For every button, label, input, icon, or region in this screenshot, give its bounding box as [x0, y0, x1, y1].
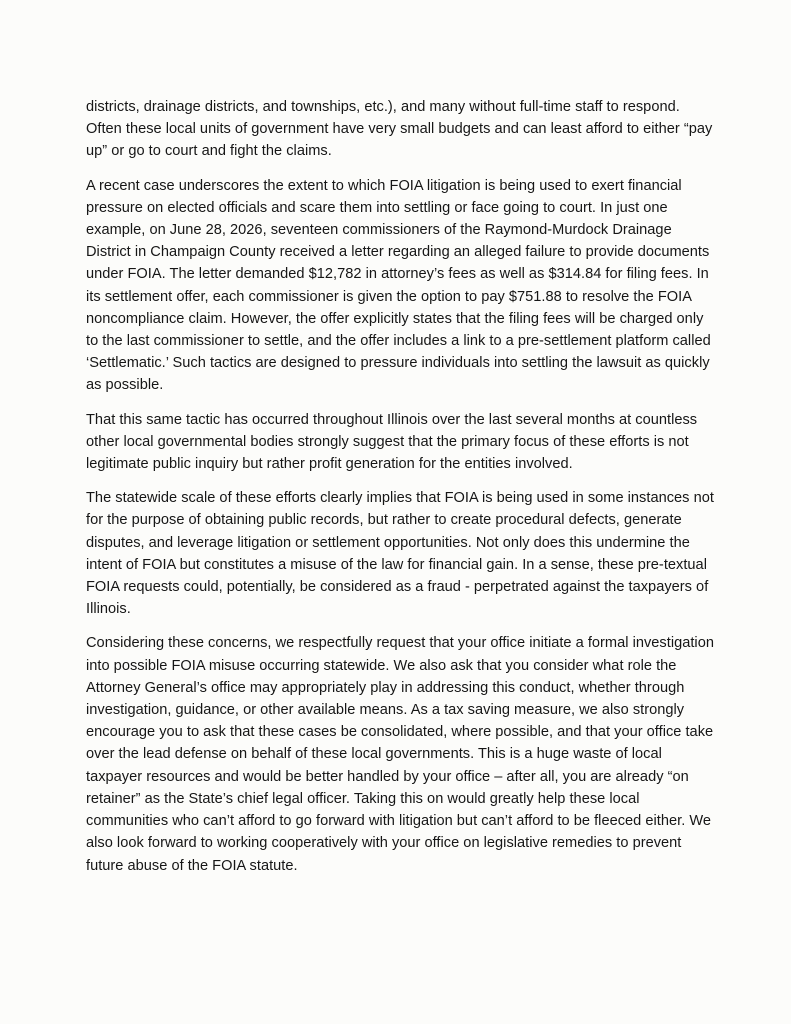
paragraph-request: Considering these concerns, we respectfully request that your office initiate a formal investigation into possible FOIA misuse occurring statewide. We also ask that you consider what role the Attorney General’s office may appropriately play in addressing this conduct, whether through investigation, guidance, or other available means. As a tax saving measure, we also strongly encourage you to ask that these cases be consolidated, where possible, and that your office take over the lead defense on behalf of these local governments. This is a huge waste of local taxpayer resources and would be better handled by your office – after all, you are already “on retainer” as the State’s chief legal officer. Taking this on would greatly help these local communities who can’t afford to go forward with litigation but can’t afford to be fleeced either. We also look forward to working cooperatively with your office on legislative remedies to prevent future abuse of the FOIA statute.: [86, 635, 714, 874]
paragraph-statewide-scale: The statewide scale of these efforts clearly implies that FOIA is being used in some instances not for the purpose of obtaining public records, but rather to create procedural defects, generate disputes, and leverage litigation or settlement opportunities. Not only does this undermine the intent of FOIA but constitutes a misuse of the law for financial gain. In a sense, these pre-textual FOIA requests could, potentially, be considered as a fraud - perpetrated against the taxpayers of Illinois.: [86, 490, 714, 618]
paragraph-same-tactic: That this same tactic has occurred throughout Illinois over the last several months at countless other local governmental bodies strongly suggest that the primary focus of these efforts is not legitimate public inquiry but rather profit generation for the entities involved.: [86, 411, 698, 473]
letter-body: [86, 96, 716, 889]
paragraph-continuation: districts, drainage districts, and townships, etc.), and many without full-time staff to respond. Often these local units of government have very small budgets and can least afford to either “pay up” or go to court and fight the claims.: [86, 99, 713, 160]
paragraph-recent-case: A recent case underscores the extent to which FOIA litigation is being used to exert financial pressure on elected officials and scare them into settling or face going to court. In just one example, on June 28, 2026, seventeen commissioners of the Raymond-Murdock Drainage District in Champaign County received a letter regarding an alleged failure to provide documents under FOIA. The letter demanded $12,782 in attorney’s fees as well as $314.84 for filing fees. In its settlement offer, each commissioner is given the option to pay $751.88 to resolve the FOIA noncompliance claim. However, the offer explicitly states that the filing fees will be charged only to the last commissioner to settle, and the offer includes a link to a pre-settlement platform called ‘Settlematic.’ Such tactics are designed to pressure individuals into settling the lawsuit as quickly as possible.: [86, 177, 711, 394]
